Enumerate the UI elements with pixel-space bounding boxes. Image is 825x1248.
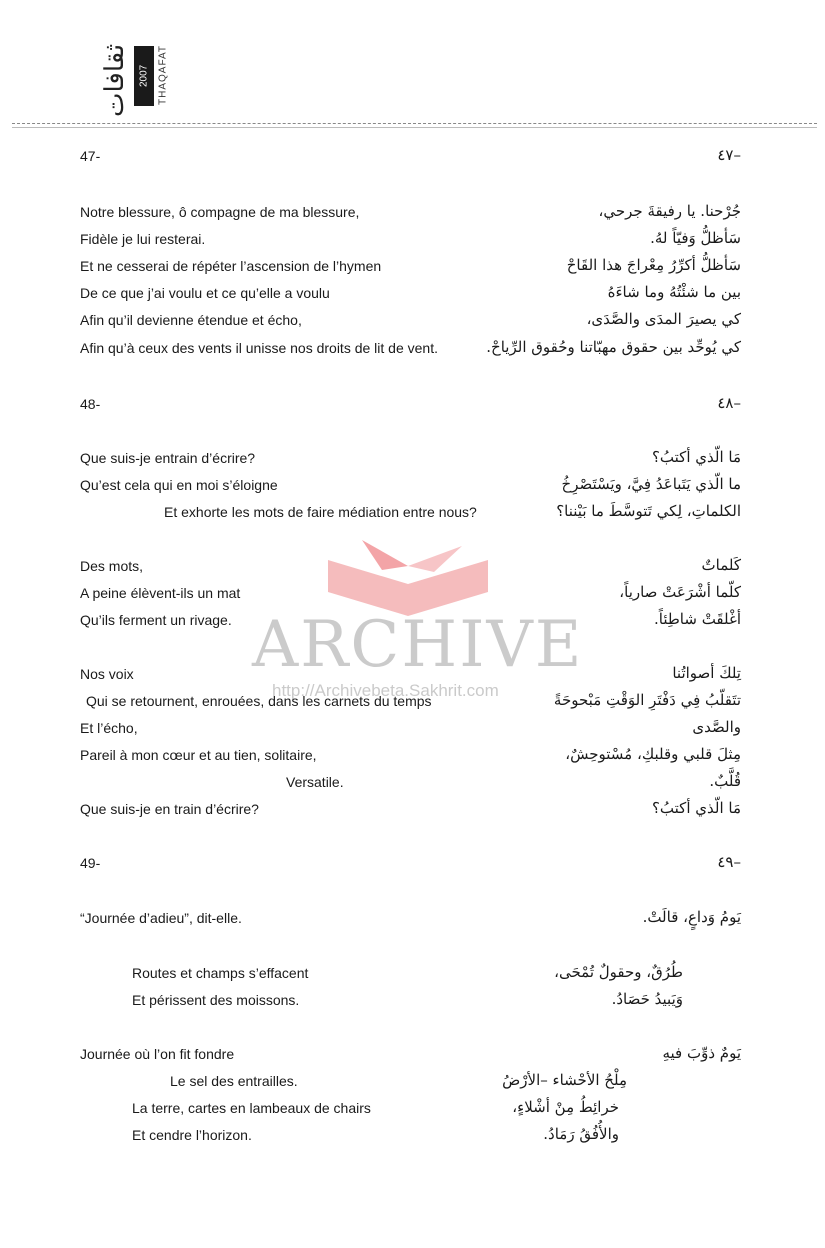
section-number-fr: 49-	[80, 855, 101, 871]
verse-ar: أغْلقَتْ شاطِئاً.	[653, 610, 741, 628]
verse-fr: Que suis-je en train d’écrire?	[80, 801, 259, 817]
verse-ar: وَيَبيدُ حَصَادُ.	[611, 990, 683, 1008]
verse-fr: Versatile.	[286, 774, 344, 790]
section-number-fr: 48-	[80, 396, 101, 412]
verse-ar: خرائِطُ مِنْ أشْلاءٍ،	[512, 1098, 619, 1116]
verse-ar: سَأظلُّ وَفيّاً لهُ.	[650, 229, 741, 247]
verse-ar: الكلماتِ، لِكي تَتوسَّطَ ما بَيْننا؟	[556, 502, 741, 520]
verse-fr: Qui se retournent, enrouées, dans les carnets du temps	[86, 693, 432, 709]
verse-ar: كلّما أشْرَعَتْ صارياً،	[619, 583, 741, 601]
verse-fr: Journée où l’on fit fondre	[80, 1046, 235, 1062]
verse-fr: Que suis-je entrain d’écrire?	[80, 450, 256, 466]
verse-ar: تتَقلّبُ فِي دَفْتَرِ الوَقْتِ مَبْحوحَةً	[553, 691, 741, 709]
verse-fr: Pareil à mon cœur et au tien, solitaire,	[80, 747, 317, 763]
verse-ar: كَلماتٌ	[701, 556, 741, 574]
watermark-title: ARCHIVE	[252, 608, 584, 682]
verse-fr: Et cendre l’horizon.	[132, 1127, 252, 1143]
verse-fr: “Journée d’adieu”, dit-elle.	[80, 910, 242, 926]
verse-ar: يَومُ وَداعٍ، قالَتْ.	[642, 908, 741, 926]
verse-fr: De ce que j’ai voulu et ce qu’elle a voulu	[80, 285, 330, 301]
header-rule-thin	[12, 127, 817, 128]
section-number-ar: –٤٧	[717, 146, 741, 164]
archive-book-icon	[322, 532, 494, 618]
verse-fr: Qu’ils ferment un rivage.	[80, 612, 232, 628]
header-rule	[12, 123, 817, 124]
journal-name: THAQAFAT	[157, 44, 169, 106]
verse-fr: Et ne cesserai de répéter l’ascension de l’hymen	[80, 258, 382, 274]
verse-ar: والصَّدى	[692, 718, 741, 736]
verse-ar: جُرْحنا. يا رفيقةَ جرحي،	[598, 202, 741, 220]
section-number-ar: –٤٨	[717, 394, 741, 412]
verse-ar: ما الّذي يَتَباعَدُ فِيَّ، ويَسْتَصْرِخُ	[561, 475, 741, 493]
verse-ar: سَأظلُّ أكرِّرُ مِعْراجَ هذا القَاحْ	[566, 256, 741, 274]
verse-fr: Et périssent des moissons.	[132, 992, 300, 1008]
journal-logo	[100, 44, 134, 118]
verse-fr: Et exhorte les mots de faire médiation entre nous?	[164, 504, 477, 520]
watermark-url: http://Archivebeta.Sakhrit.com	[272, 681, 499, 700]
section-number-ar: –٤٩	[717, 853, 741, 871]
verse-ar: يَومٌ ذوِّبَ فيهِ	[662, 1044, 741, 1062]
verse-ar: والأُفُقُ رَمَادُ.	[543, 1125, 619, 1143]
verse-fr: A peine élèvent-ils un mat	[80, 585, 241, 601]
verse-ar: بين ما شئْتُهُ وما شاءَهُ	[607, 283, 741, 301]
verse-ar: مَا الّذي أكتبُ؟	[651, 799, 741, 817]
verse-fr: Fidèle je lui resterai.	[80, 231, 206, 247]
section-number-fr: 47-	[80, 148, 101, 164]
verse-fr: Routes et champs s’effacent	[132, 965, 309, 981]
verse-ar: كي يصيرَ المدَى والصَّدَى،	[586, 310, 741, 328]
verse-fr: Notre blessure, ô compagne de ma blessure,	[80, 204, 360, 220]
verse-ar: طُرُقٌ، وحقولٌ تُمْحَى،	[554, 963, 683, 981]
journal-year: 2007	[134, 46, 154, 106]
verse-fr: Afin qu’à ceux des vents il unisse nos droits de lit de vent.	[80, 340, 438, 356]
verse-ar: مِلْحُ الأحْشاء –الأرْضُ	[502, 1071, 627, 1089]
verse-fr: Et l’écho,	[80, 720, 138, 736]
verse-fr: Des mots,	[80, 558, 144, 574]
verse-fr: Nos voix	[80, 666, 134, 682]
verse-fr: Qu’est cela qui en moi s’éloigne	[80, 477, 278, 493]
journal-logo-arabic: ثقافات	[100, 44, 130, 118]
verse-ar: كي يُوحِّد بين حقوق مهبّاتنا وحُقوق الرِّياحْ.	[486, 338, 741, 356]
verse-ar: مَا الّذي أكتبُ؟	[651, 448, 741, 466]
verse-fr: La terre, cartes en lambeaux de chairs	[132, 1100, 371, 1116]
verse-ar: تِلكَ أصواتُنا	[672, 664, 741, 682]
verse-ar: قُلَّبٌ.	[709, 772, 741, 790]
verse-ar: مِثلَ قلبي وقلبكِ، مُسْتوحِشٌ،	[565, 745, 741, 763]
verse-fr: Afin qu’il devienne étendue et écho,	[80, 312, 302, 328]
verse-fr: Le sel des entrailles.	[170, 1073, 298, 1089]
